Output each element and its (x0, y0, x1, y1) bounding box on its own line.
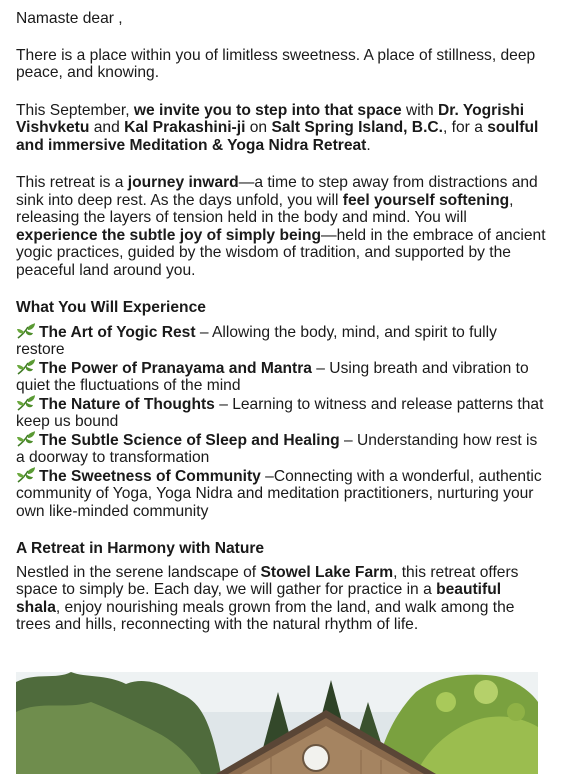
invite-text-2: with (401, 101, 439, 119)
experience-item-text: – Understanding how rest is a doorway to transformation (16, 431, 538, 466)
journey-text-4: —held in the embrace of ancient yogic practices, guided by the wisdom of tradition, and supported by the peaceful land around you. (16, 226, 546, 279)
experience-item (16, 467, 546, 521)
intro-paragraph: There is a place within you of limitless sweetness. A place of stillness, deep peace, and knowing. (16, 46, 536, 81)
invite-text-5: , for a (443, 119, 488, 136)
invite-text-6: . (366, 136, 371, 154)
experience-item-text: – Using breath and vibration to quiet the fluctuations of the mind (16, 359, 529, 394)
invite-text-3: and (89, 119, 125, 136)
experience-item-title: The Art of Yogic Rest (39, 323, 196, 341)
shala-photo-illustration (16, 672, 538, 774)
experience-item (16, 323, 546, 359)
nature-text-2: , this retreat offers space to simply be. Each day, we will gather for practice in a (16, 563, 519, 598)
experience-item-text: –Connecting with a wonderful, authentic community of Yoga, Yoga Nidra and meditation practitioners, nurturing your own like-minded community (16, 467, 542, 520)
experience-heading: What You Will Experience (16, 299, 206, 316)
invite-bold-1: we invite you to step into that space (133, 101, 402, 119)
teacher-name-2: Kal Prakashini-ji (124, 119, 246, 136)
location-name: Salt Spring Island, B.C. (271, 119, 443, 136)
nature-bold-2: beautiful shala (16, 581, 502, 616)
email-body (16, 10, 546, 654)
experience-item-title: The Subtle Science of Sleep and Healing (39, 431, 340, 449)
herb-icon (16, 395, 36, 411)
journey-text-3: , releasing the layers of tension held in the body and mind. You will (16, 191, 514, 226)
journey-paragraph (16, 174, 546, 279)
experience-item-text: – Allowing the body, mind, and spirit to fully restore (16, 323, 497, 358)
invite-text-1: This September, (16, 101, 134, 119)
greeting: Namaste dear , (16, 10, 123, 27)
retreat-photo (16, 672, 538, 774)
nature-text-1: Nestled in the serene landscape of (16, 563, 261, 581)
herb-icon (16, 467, 36, 483)
experience-item (16, 359, 546, 395)
journey-bold-1: journey inward (127, 174, 239, 191)
teacher-name-1: Dr. Yogrishi Vishvketu (16, 101, 525, 136)
herb-icon (16, 431, 36, 447)
invite-paragraph (16, 102, 546, 155)
experience-item (16, 431, 546, 467)
journey-text-2: —a time to step away from distractions and sink into deep rest. As the days unfold, you will (16, 174, 538, 209)
experience-item-text: – Learning to witness and release patterns that keep us bound (16, 395, 544, 430)
experience-item-title: The Sweetness of Community (39, 467, 261, 485)
nature-text-3: , enjoy nourishing meals grown from the land, and walk among the trees and hills, reconnecting with the natural rhythm of life. (16, 598, 515, 633)
herb-icon (16, 359, 36, 375)
experience-item-title: The Nature of Thoughts (39, 395, 215, 413)
nature-paragraph (16, 564, 546, 634)
herb-icon (16, 323, 36, 339)
retreat-name: soulful and immersive Meditation & Yoga Nidra Retreat (16, 119, 539, 154)
experience-item-title: The Power of Pranayama and Mantra (39, 359, 312, 377)
experience-list (16, 323, 546, 521)
invite-text-4: on (245, 119, 272, 136)
journey-bold-2: feel yourself softening (342, 191, 510, 209)
nature-heading: A Retreat in Harmony with Nature (16, 540, 265, 557)
journey-text-1: This retreat is a (16, 174, 128, 191)
journey-bold-3: experience the subtle joy of simply being (16, 226, 322, 244)
experience-item (16, 395, 546, 431)
farm-name: Stowel Lake Farm (260, 563, 394, 581)
